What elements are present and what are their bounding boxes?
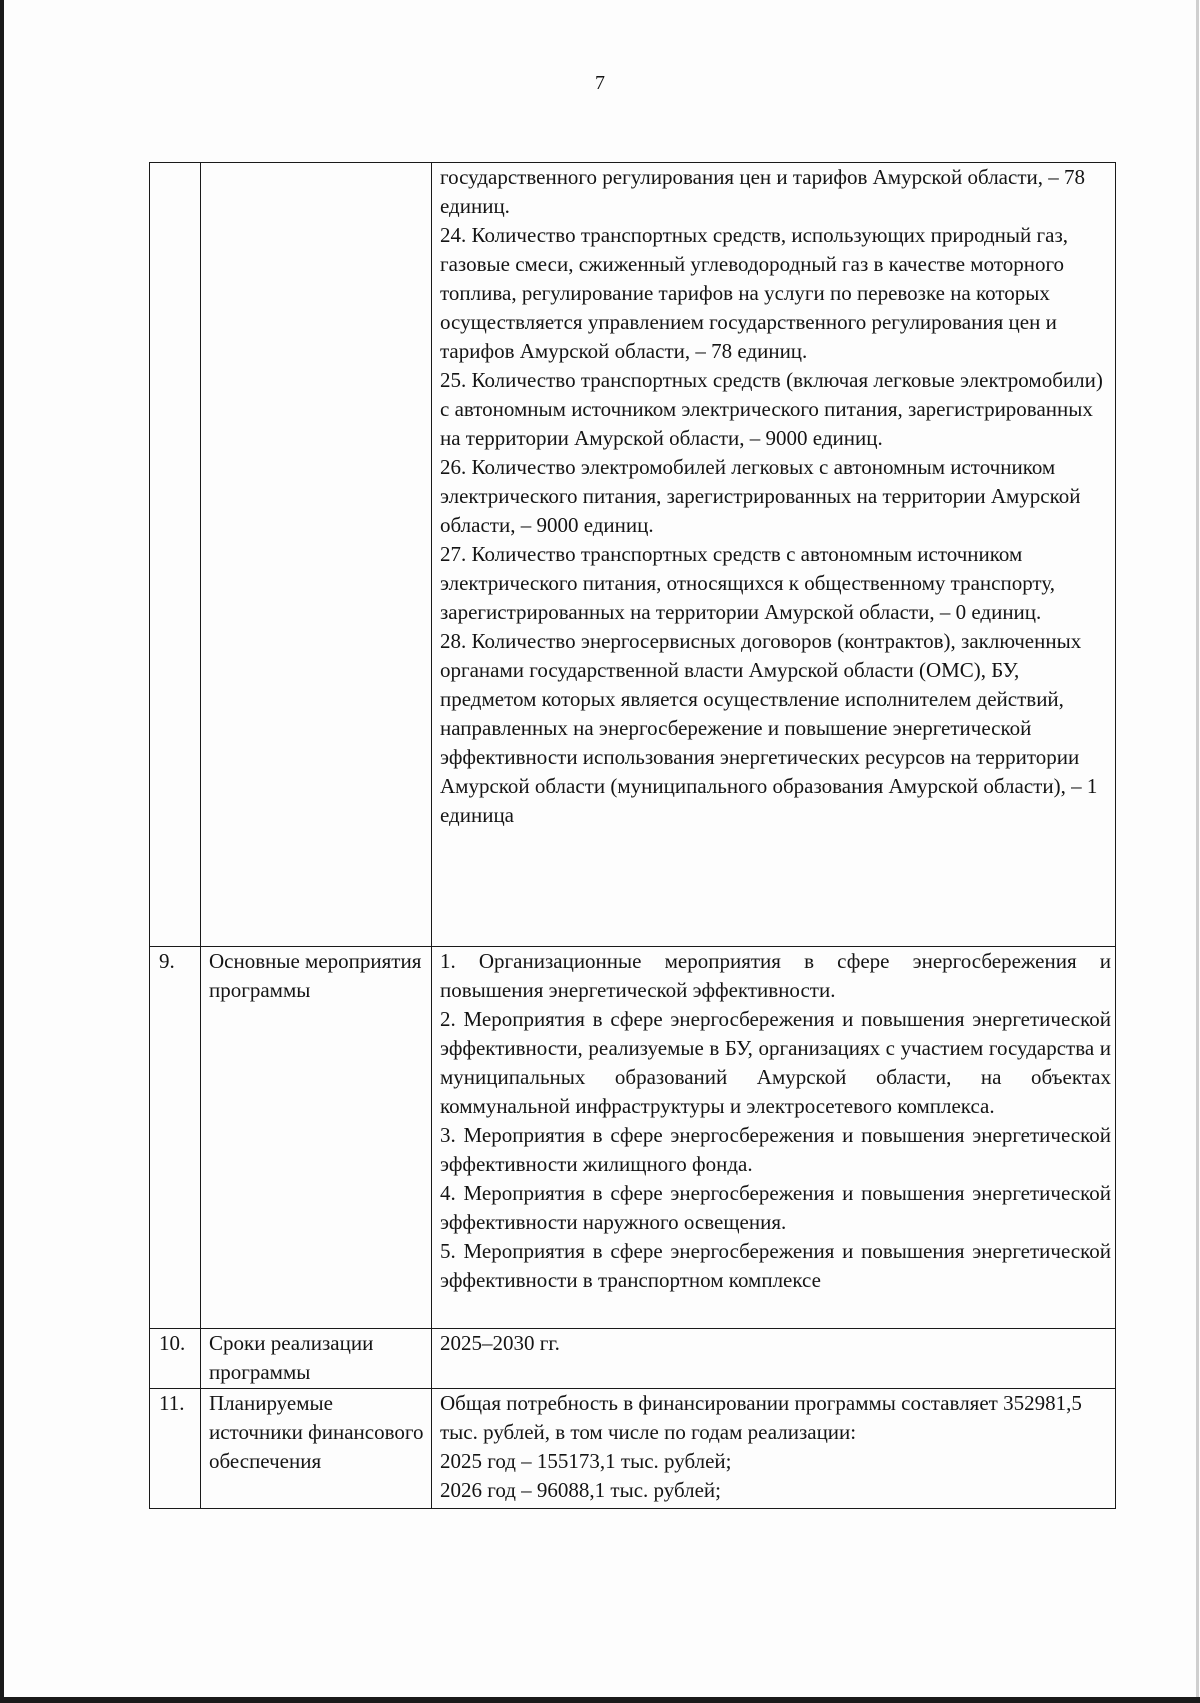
program-passport-table [149, 162, 1116, 1509]
table-row-main-activities [150, 947, 1116, 1329]
list-item: государственного регулирования цен и тарифов Амурской области, – 78 единиц. [440, 165, 1085, 218]
list-item: 2. Мероприятия в сфере энергосбережения и повышения энергетической эффективности, реализуемые в БУ, организациях с участием государства и муниципальных образований Амурской области, на объектах коммунальной инфраструктуры и электросетевого комплекса. [440, 1007, 1111, 1118]
list-item: 26. Количество электромобилей легковых с автономным источником электрического питания, зарегистрированных на территории Амурской области, – 9000 единиц. [440, 455, 1081, 537]
scan-edge-left [0, 0, 4, 1703]
scan-edge-bottom [0, 1697, 1200, 1703]
row-title: Планируемые источники финансового обеспечения [201, 1389, 432, 1509]
list-item: 25. Количество транспортных средств (включая легковые электромобили) с автономным источником электрического питания, зарегистрированных на территории Амурской области, – 9000 единиц. [440, 368, 1103, 450]
row-number [150, 163, 201, 947]
row-title: Основные мероприятия программы [201, 947, 432, 1329]
list-item: 5. Мероприятия в сфере энергосбережения и повышения энергетической эффективности в транспортном комплексе [440, 1239, 1111, 1292]
row-content [432, 1389, 1116, 1509]
page-number: 7 [595, 72, 605, 94]
list-item: 24. Количество транспортных средств, использующих природный газ, газовые смеси, сжиженный углеводородный газ в качестве моторного топлива, регулирование тарифов на услуги по перевозке на которых осуществляется управлением государственного регулирования цен и тарифов Амурской области, – 78 единиц. [440, 223, 1068, 363]
list-item: 4. Мероприятия в сфере энергосбережения и повышения энергетической эффективности наружного освещения. [440, 1181, 1111, 1234]
row-number: 9. [150, 947, 201, 1329]
scan-edge-right [1196, 0, 1199, 1703]
row-number: 10. [150, 1329, 201, 1389]
list-item: 2025–2030 гг. [440, 1331, 560, 1355]
table-row-funding-sources [150, 1389, 1116, 1509]
row-content [432, 1329, 1116, 1389]
row-title: Сроки реализации программы [201, 1329, 432, 1389]
list-item: 28. Количество энергосервисных договоров (контрактов), заключенных органами государственной власти Амурской области (ОМС), БУ, предметом которых является осуществление исполнителем действий, направленных на энергосбережение и повышение энергетической эффективности использования энергетических ресурсов на территории Амурской области (муниципального образования Амурской области), – 1 единица [440, 629, 1098, 827]
row-content [432, 947, 1116, 1329]
row-number: 11. [150, 1389, 201, 1509]
list-item: 2025 год – 155173,1 тыс. рублей; [440, 1449, 732, 1473]
list-item: 27. Количество транспортных средств с автономным источником электрического питания, относящихся к общественному транспорту, зарегистрированных на территории Амурской области, – 0 единиц. [440, 542, 1055, 624]
table-row-continuation [150, 163, 1116, 947]
row-content [432, 163, 1116, 947]
list-item: Общая потребность в финансировании программы составляет 352981,5 тыс. рублей, в том числе по годам реализации: [440, 1391, 1082, 1444]
list-item: 1. Организационные мероприятия в сфере энергосбережения и повышения энергетической эффективности. [440, 949, 1111, 1002]
table-row-implementation-period [150, 1329, 1116, 1389]
list-item: 2026 год – 96088,1 тыс. рублей; [440, 1478, 722, 1502]
list-item: 3. Мероприятия в сфере энергосбережения и повышения энергетической эффективности жилищного фонда. [440, 1123, 1111, 1176]
row-title [201, 163, 432, 947]
